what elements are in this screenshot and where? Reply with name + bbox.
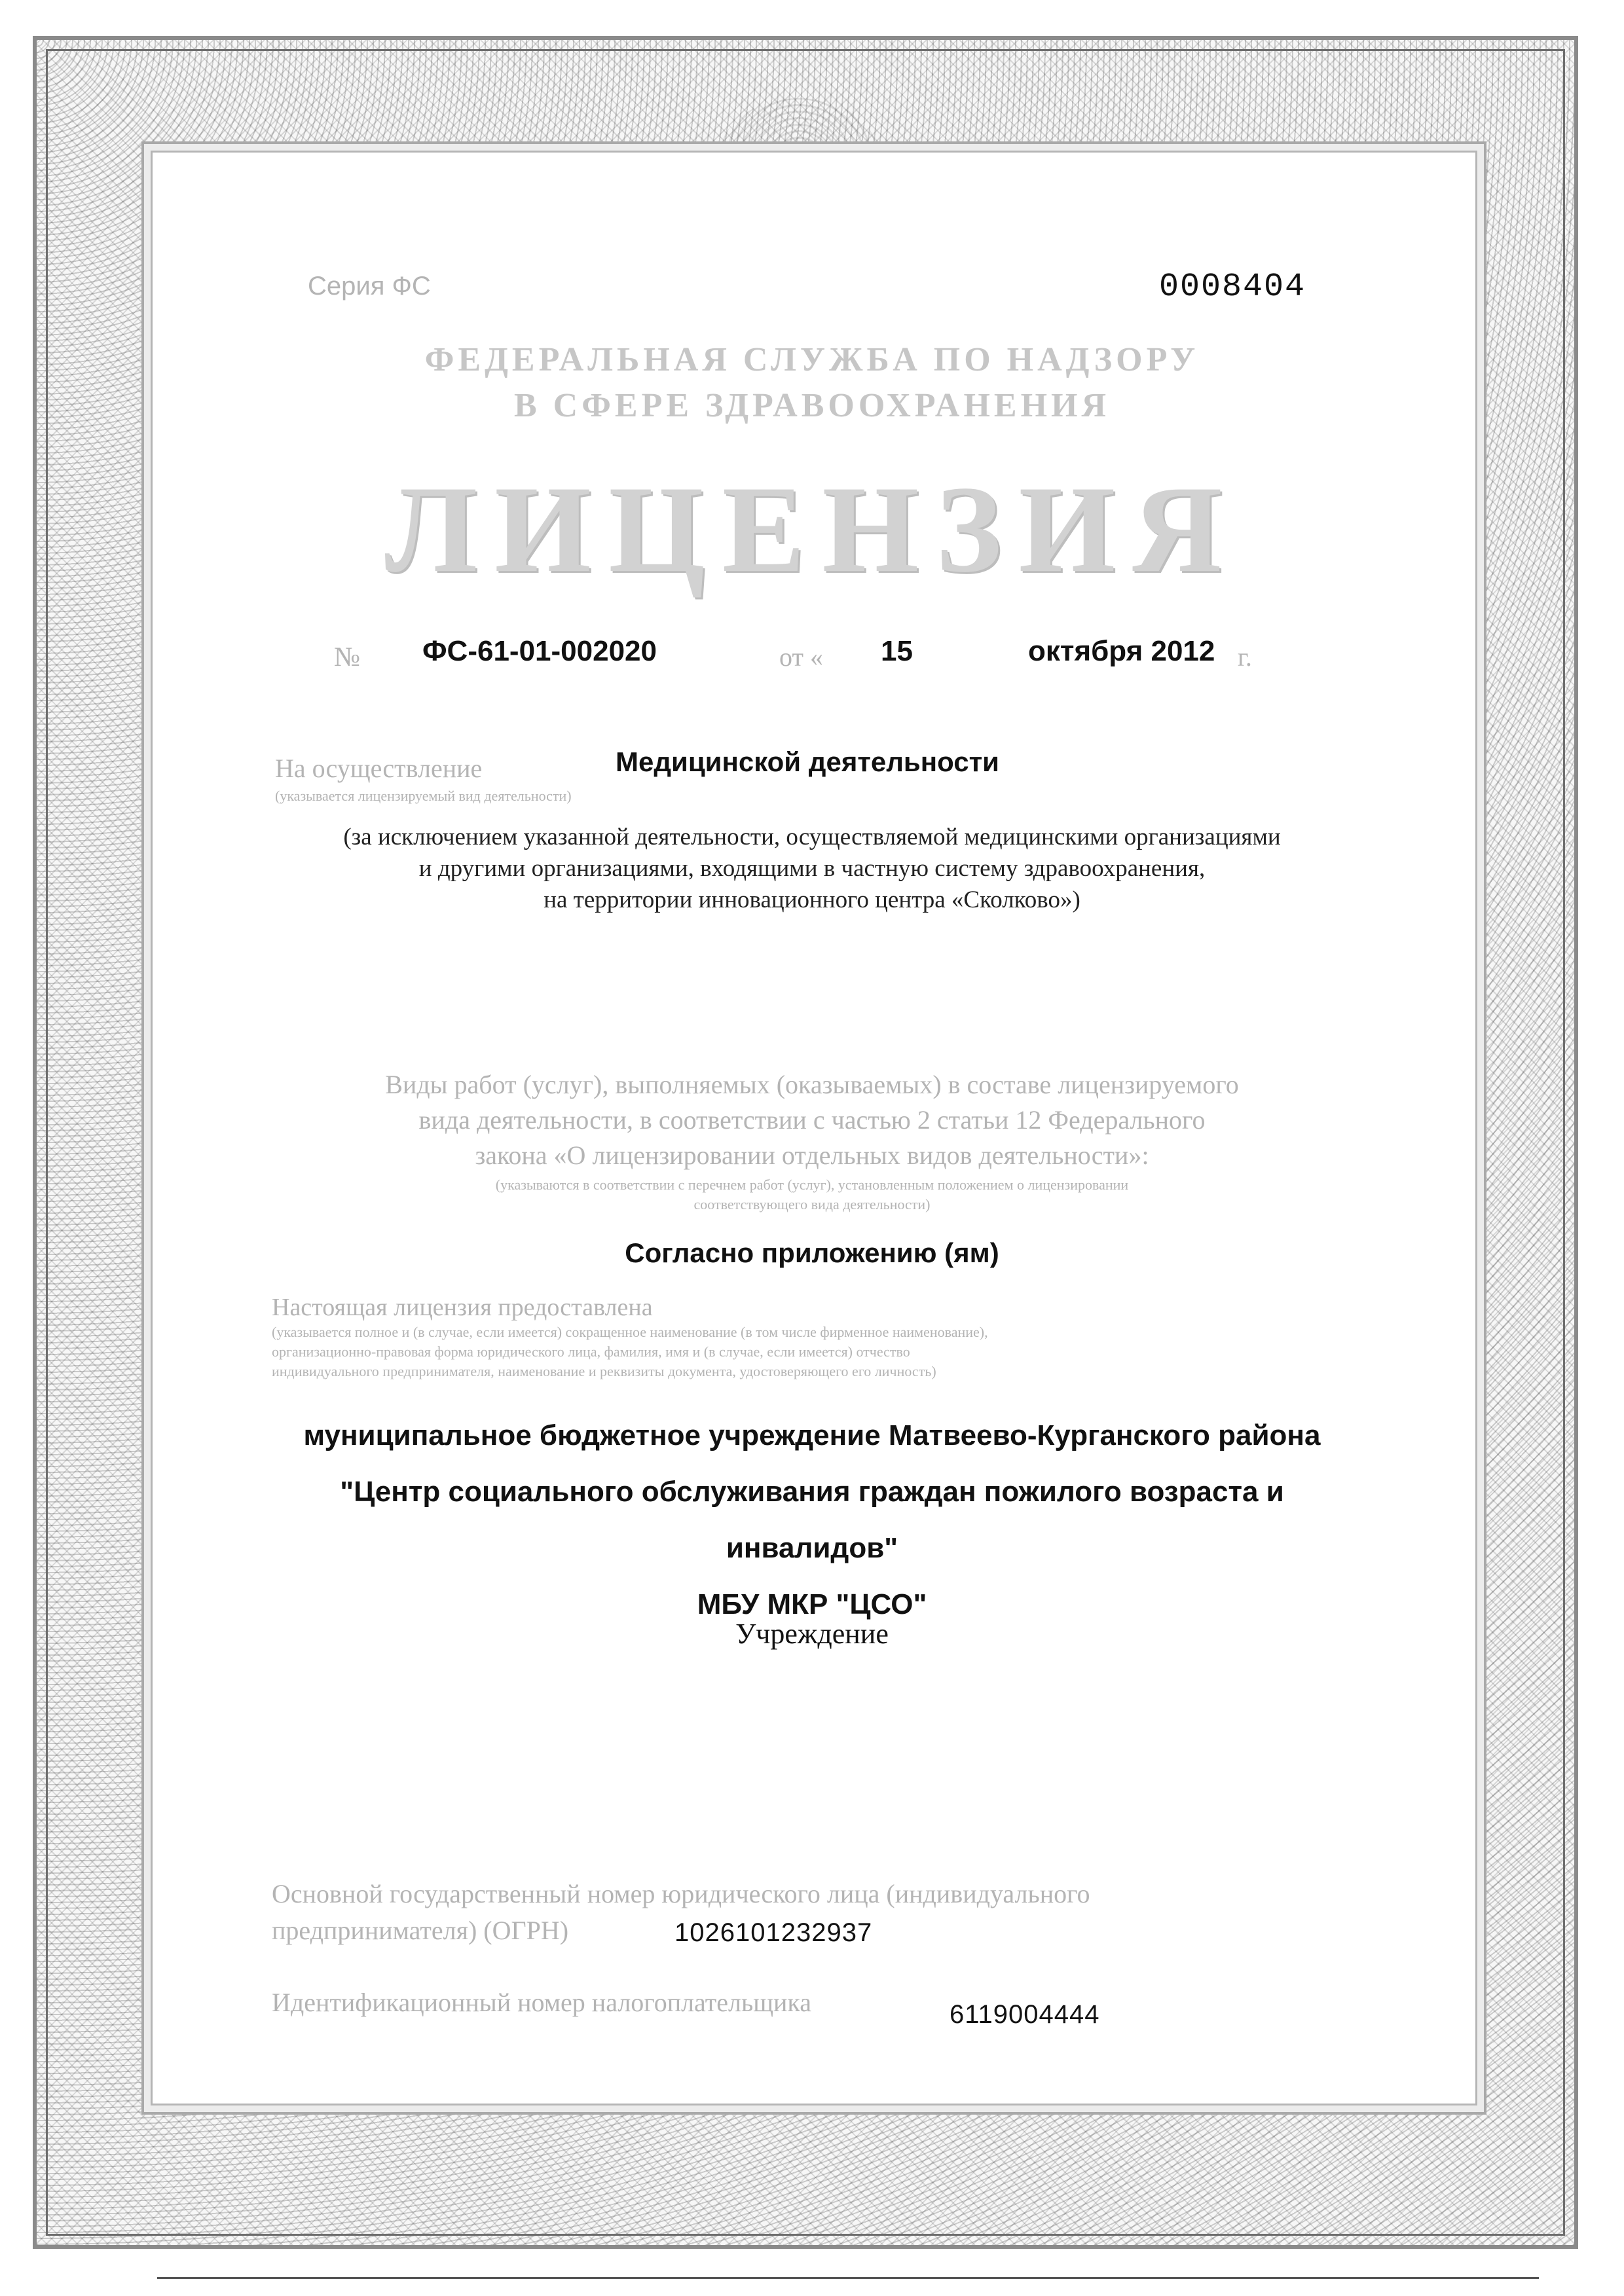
activity-exclusion: [249, 822, 1375, 916]
document-title: ЛИЦЕНЗИЯ: [384, 461, 1240, 598]
serial-number: 0008404: [1159, 268, 1306, 306]
activity-value: Медицинской деятельности: [616, 746, 999, 777]
licensee-intro: Настоящая лицензия предоставлена: [272, 1294, 653, 1321]
ogrn-label-line: Основной государственный номер юридического лица (индивидуального: [272, 1879, 1090, 1908]
licensee-hint-line: (указывается полное и (в случае, если имеется) сокращенное наименование (в том числе фирменное наименование),: [272, 1324, 988, 1340]
works-intro-line: вида деятельности, в соответствии с частью 2 статьи 12 Федерального: [418, 1105, 1206, 1135]
works-hint-line: соответствующего вида деятельности): [693, 1196, 931, 1212]
organization-name-line: инвалидов": [726, 1532, 898, 1564]
works-intro-line: закона «О лицензировании отдельных видов деятельности»:: [475, 1140, 1149, 1170]
organization-name-line: муниципальное бюджетное учреждение Матвеево-Курганского района: [303, 1419, 1321, 1451]
license-day: 15: [881, 635, 913, 667]
activity-prefix: На осуществление: [275, 754, 483, 783]
scan-edge-line: [157, 2277, 1539, 2279]
licensee-hint: [272, 1322, 1372, 1381]
organization-name: [196, 1408, 1428, 1633]
license-number: ФС-61-01-002020: [422, 635, 657, 667]
works-hint-line: (указываются в соответствии с перечнем работ (услуг), установленным положением о лицензировании: [495, 1176, 1129, 1193]
ogrn-label-line: предпринимателя) (ОГРН): [272, 1916, 569, 1945]
works-intro: [262, 1067, 1362, 1173]
works-value: Согласно приложению (ям): [625, 1237, 999, 1268]
organization-name-line: "Центр социального обслуживания граждан пожилого возраста и: [340, 1476, 1284, 1508]
serial-label: Серия ФС: [308, 272, 431, 301]
license-month-year: октября 2012: [1028, 635, 1215, 667]
exclusion-line: на территории инновационного центра «Сколково»): [544, 886, 1080, 913]
works-hint: [262, 1175, 1362, 1214]
organization-short-name: МБУ МКР "ЦСО": [697, 1588, 927, 1620]
ogrn-value: 1026101232937: [674, 1918, 873, 1947]
organization-type: Учреждение: [735, 1618, 889, 1650]
agency-name-line1: ФЕДЕРАЛЬНАЯ СЛУЖБА ПО НАДЗОРУ: [424, 341, 1200, 378]
exclusion-line: (за исключением указанной деятельности, осуществляемой медицинскими организациями: [343, 824, 1281, 850]
works-intro-line: Виды работ (услуг), выполняемых (оказываемых) в составе лицензируемого: [385, 1070, 1239, 1099]
activity-hint: (указывается лицензируемый вид деятельности): [275, 788, 572, 804]
license-year-suffix: г.: [1238, 642, 1252, 672]
inn-value: 6119004444: [950, 2000, 1100, 2029]
license-date-label: от «: [779, 642, 823, 672]
licensee-hint-line: организационно-правовая форма юридического лица, фамилия, имя и (в случае, если имеется) отчество: [272, 1343, 910, 1360]
license-number-label: №: [334, 642, 361, 672]
inn-label: Идентификационный номер налогоплательщика: [272, 1988, 812, 2017]
agency-name-line2: В СФЕРЕ ЗДРАВООХРАНЕНИЯ: [513, 387, 1111, 424]
licensee-hint-line: индивидуального предпринимателя, наименование и реквизиты документа, удостоверяющего его личность): [272, 1363, 936, 1379]
exclusion-line: и другими организациями, входящими в частную систему здравоохранения,: [418, 855, 1206, 882]
